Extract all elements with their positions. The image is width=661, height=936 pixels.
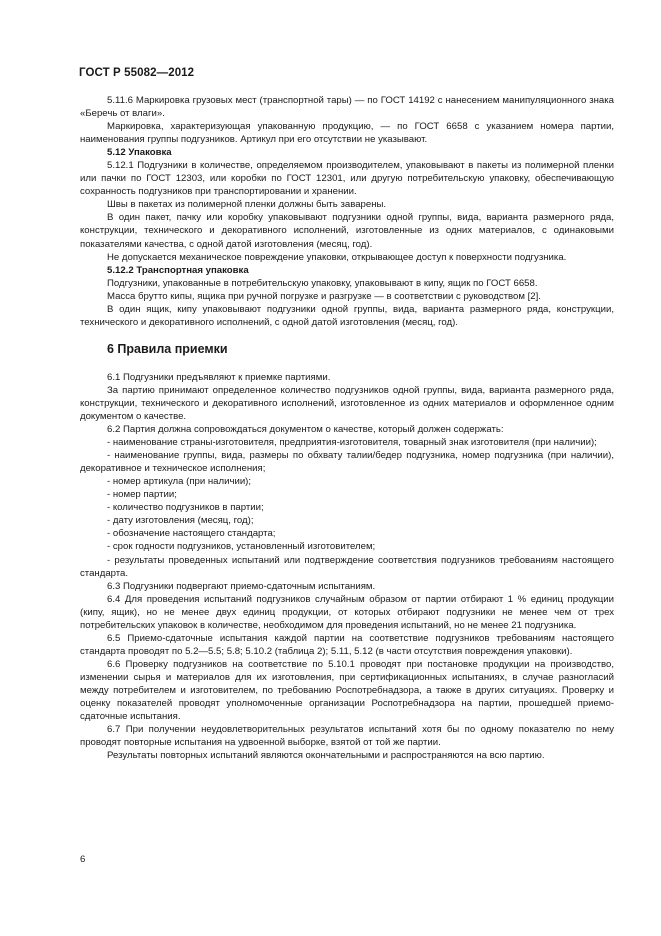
paragraph: 5.12.1 Подгузники в количестве, определяемом производителем, упаковывают в пакеты из полимерной пленки или пачки по ГОСТ 12303, или коробки по ГОСТ 12301, или другую потребительскую упаковку, обеспечивающую сохранность подгузников при транспортировании и хранении. <box>80 160 614 198</box>
paragraph: - результаты проведенных испытаний или подтверждение соответствия подгузников требованиям настоящего стандарта. <box>80 554 614 579</box>
page-number: 6 <box>80 854 86 865</box>
paragraph: Швы в пакетах из полимерной пленки должны быть заварены. <box>107 199 387 211</box>
paragraph: Не допускается механическое повреждение упаковки, открывающее доступ к поверхности подгузника. <box>107 251 567 263</box>
paragraph: Подгузники, упакованные в потребительскую упаковку, упаковывают в кипу, ящик по ГОСТ 6658. <box>107 277 538 289</box>
paragraph: Результаты повторных испытаний являются окончательными и распространяются на всю партию. <box>107 750 545 762</box>
paragraph: 6.5 Приемо-сдаточные испытания каждой партии на соответствие подгузников требованиям настоящего стандарта проводят по 5.2—5.5; 5.8; 5.10.2 (таблица 2); 5.11, 5.12 (в части отсутствия повреждения упаковки). <box>80 632 614 657</box>
paragraph: - количество подгузников в партии; <box>107 502 264 514</box>
paragraph: - обозначение настоящего стандарта; <box>107 528 276 540</box>
page-header-standard-id: ГОСТ Р 55082—2012 <box>79 67 195 79</box>
paragraph: - срок годности подгузников, установленный изготовителем; <box>107 541 376 553</box>
paragraph: - дату изготовления (месяц, год); <box>107 515 254 527</box>
paragraph: В один ящик, кипу упаковывают подгузники одной группы, вида, варианта размерного ряда, конструкции, технического и декоративного исполнений, с одной датой изготовления (месяц, год). <box>80 303 614 328</box>
paragraph: 5.11.6 Маркировка грузовых мест (транспортной тары) — по ГОСТ 14192 с нанесением манипуляционного знака «Беречь от влаги». <box>80 95 614 120</box>
paragraph: - наименование группы, вида, размеры по обхвату талии/бедер подгузника, номер подгузника (при наличии), декоративное и техническое исполнения; <box>80 450 614 475</box>
section-heading: 6 Правила приемки <box>107 341 228 356</box>
subsection-heading: 5.12 Упаковка <box>107 147 172 159</box>
paragraph: 6.4 Для проведения испытаний подгузников случайным образом от партии отбирают 1 % единиц продукции (кипу, ящик), но не менее двух единиц продукции, от которых отбирают подгузники не менее чем от трех потребительских упаковок в количестве, необходимом для проведения испытаний, но не менее 21 подгузника. <box>80 593 614 631</box>
paragraph: В один пакет, пачку или коробку упаковывают подгузники одной группы, вида, варианта размерного ряда, конструкции, технического и декоративного исполнений, изготовленные из одних материалов, с одинаковыми показателями качества, с одной датой изготовления (месяц, год). <box>80 212 614 250</box>
paragraph: 6.1 Подгузники предъявляют к приемке партиями. <box>107 371 331 383</box>
paragraph: 6.6 Проверку подгузников на соответствие по 5.10.1 проводят при постановке продукции на производство, изменении сырья и материалов для их изготовления, при сертификационных испытаниях, в случае разногласий между потребителем и изготовителем, по требованию Роспотребнадзора, а также в других ситуациях. Проверку и оценку показателей проводят уполномоченные организации Роспотребнадзора на партии, прошедшей приемо-сдаточные испытания. <box>80 658 614 723</box>
document-body <box>80 94 614 762</box>
paragraph: 6.2 Партия должна сопровождаться документом о качестве, который должен содержать: <box>107 424 504 436</box>
subsection-heading: 5.12.2 Транспортная упаковка <box>107 264 249 276</box>
paragraph: 6.7 При получении неудовлетворительных результатов испытаний хотя бы по одному показателю по нему проводят повторные испытания на удвоенной выборке, взятой от той же партии. <box>80 724 614 749</box>
paragraph: Маркировка, характеризующая упакованную продукцию, — по ГОСТ 6658 с указанием номера партии, наименования группы подгузников. Артикул при его отсутствии не указывают. <box>80 121 614 146</box>
paragraph: Масса брутто кипы, ящика при ручной погрузке и разгрузке — в соответствии с руководством [2]. <box>107 290 541 302</box>
paragraph: - наименование страны-изготовителя, предприятия-изготовителя, товарный знак изготовителя (при наличии); <box>107 437 597 449</box>
paragraph: - номер артикула (при наличии); <box>107 476 252 488</box>
paragraph: За партию принимают определенное количество подгузников одной группы, вида, варианта размерного ряда, конструкции, технического и декоративного исполнений, изготовленное из одних материалов и оформленное одним документом о качестве. <box>80 384 614 422</box>
paragraph: - номер партии; <box>107 489 177 501</box>
paragraph: 6.3 Подгузники подвергают приемо-сдаточным испытаниям. <box>107 580 376 592</box>
